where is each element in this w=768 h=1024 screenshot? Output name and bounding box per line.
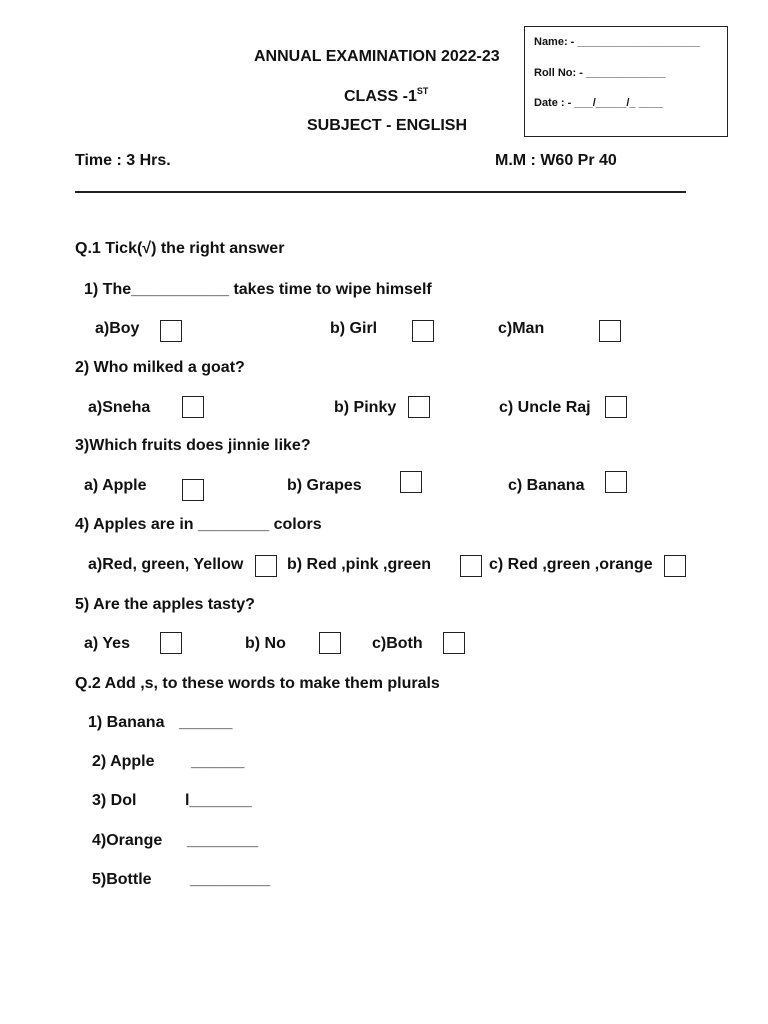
tick-box[interactable] — [400, 471, 422, 493]
answer-blank[interactable]: ______ — [179, 714, 233, 731]
answer-blank[interactable]: _________ — [190, 871, 271, 888]
maximum-marks: M.M : W60 Pr 40 — [495, 152, 617, 169]
tick-box[interactable] — [605, 471, 627, 493]
option-label: c) Banana — [508, 477, 585, 494]
tick-box[interactable] — [160, 632, 182, 654]
option-label: c) Uncle Raj — [499, 399, 591, 416]
tick-box[interactable] — [605, 396, 627, 418]
exam-title: ANNUAL EXAMINATION 2022-23 — [254, 48, 500, 65]
tick-box[interactable] — [255, 555, 277, 577]
option-label: c)Both — [372, 635, 423, 652]
class-label: CLASS -1 — [344, 88, 417, 105]
tick-box[interactable] — [408, 396, 430, 418]
option-label: b) No — [245, 635, 286, 652]
q1-item-2: 2) Who milked a goat? — [75, 359, 245, 376]
option-label: a)Boy — [95, 320, 140, 337]
option-label: c) Red ,green ,orange — [489, 556, 653, 573]
option-label: b) Red ,pink ,green — [287, 556, 432, 573]
answer-blank[interactable]: ______ — [191, 753, 245, 770]
class-heading — [344, 81, 428, 107]
name-field[interactable]: Name: - ____________________ — [534, 36, 700, 48]
option-label: b) Girl — [330, 320, 378, 337]
option-label: b) Pinky — [334, 399, 397, 416]
plural-word: 2) Apple — [92, 753, 155, 770]
tick-box[interactable] — [443, 632, 465, 654]
q1-item-1: 1) The___________ takes time to wipe himself — [84, 281, 432, 298]
plural-word: 1) Banana — [88, 714, 165, 731]
plural-word: 3) Dol — [92, 792, 137, 809]
option-label: a) Yes — [84, 635, 130, 652]
student-info-box — [524, 26, 728, 137]
roll-number-field[interactable]: Roll No: - _____________ — [534, 67, 666, 79]
date-field[interactable]: Date : - ___/_____/_ ____ — [534, 97, 664, 109]
plural-word: 4)Orange — [92, 832, 163, 849]
answer-blank[interactable]: ________ — [187, 832, 259, 849]
tick-box[interactable] — [664, 555, 686, 577]
option-label: a)Sneha — [88, 399, 151, 416]
option-label: b) Grapes — [287, 477, 362, 494]
tick-box[interactable] — [599, 320, 621, 342]
header-divider — [75, 191, 686, 193]
q1-item-3: 3)Which fruits does jinnie like? — [75, 437, 311, 454]
class-superscript: ST — [416, 86, 429, 96]
tick-box[interactable] — [412, 320, 434, 342]
tick-box[interactable] — [460, 555, 482, 577]
q1-item-4: 4) Apples are in ________ colors — [75, 516, 322, 533]
subject-heading: SUBJECT - ENGLISH — [307, 117, 468, 134]
option-label: c)Man — [498, 320, 545, 337]
tick-box[interactable] — [319, 632, 341, 654]
tick-box[interactable] — [182, 479, 204, 501]
time-allowed: Time : 3 Hrs. — [75, 152, 171, 169]
q1-title: Q.1 Tick(√) the right answer — [75, 240, 285, 257]
plural-word: 5)Bottle — [92, 871, 152, 888]
q2-title: Q.2 Add ,s, to these words to make them plurals — [75, 675, 440, 692]
answer-blank[interactable]: l_______ — [185, 792, 252, 809]
option-label: a) Apple — [84, 477, 147, 494]
tick-box[interactable] — [160, 320, 182, 342]
tick-box[interactable] — [182, 396, 204, 418]
q1-item-5: 5) Are the apples tasty? — [75, 596, 255, 613]
option-label: a)Red, green, Yellow — [88, 556, 244, 573]
